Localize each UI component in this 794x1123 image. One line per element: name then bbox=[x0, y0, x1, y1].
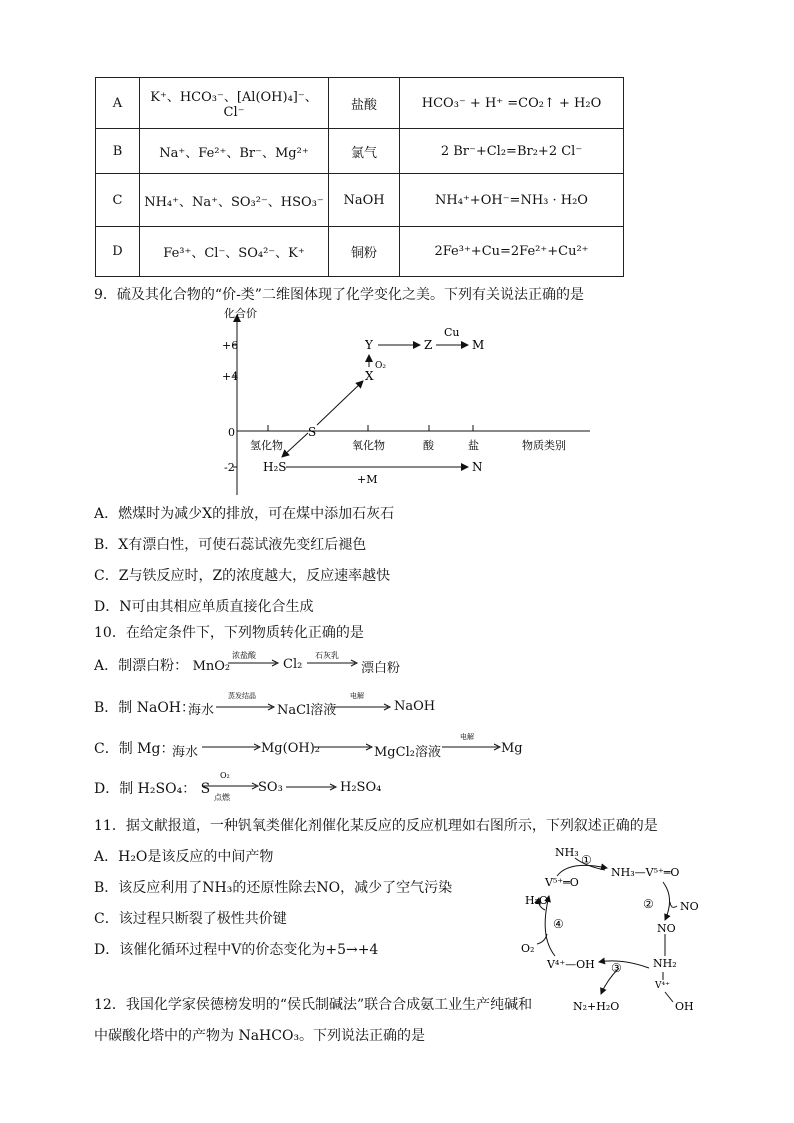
reaction-arrow bbox=[312, 738, 374, 754]
label-o2: O₂ bbox=[375, 361, 386, 371]
option-prefix: D．制 H₂SO₄： bbox=[94, 781, 197, 797]
condition: 电解 bbox=[350, 692, 364, 700]
y-axis-label: 化合价 bbox=[224, 307, 257, 320]
node-x: X bbox=[365, 369, 374, 383]
reagent: 氯气 bbox=[329, 129, 400, 174]
table-row bbox=[96, 129, 624, 174]
step-2: ② bbox=[643, 897, 654, 911]
species: Mg(OH)₂ bbox=[261, 741, 320, 756]
y-tick: +6 bbox=[222, 339, 239, 352]
row-label: A bbox=[96, 78, 140, 129]
question-10-stem: 10．在给定条件下，下列物质转化正确的是 bbox=[94, 625, 364, 641]
question-12-line-1: 12．我国化学家侯德榜发明的“侯氏制碱法”联合合成氨工业生产纯碱和 bbox=[94, 997, 533, 1013]
species: MgCl₂溶液 bbox=[374, 745, 441, 760]
label-n2-h2o: N₂+H₂O bbox=[573, 1000, 620, 1013]
label-v5o: V⁵⁺═O bbox=[545, 876, 579, 889]
question-12-line-2: 中碳酸化塔中的产物为 NaHCO₃。下列说法正确的是 bbox=[94, 1028, 426, 1044]
label-h2o: H₂O bbox=[525, 894, 549, 907]
ionic-equation: 2Fe³⁺+Cu=2Fe²⁺+Cu²⁺ bbox=[400, 227, 624, 277]
y-tick: +4 bbox=[222, 370, 239, 383]
table-row bbox=[96, 174, 624, 227]
reagent: 盐酸 bbox=[329, 78, 400, 129]
node-m: M bbox=[472, 338, 485, 352]
species: H₂SO₄ bbox=[340, 780, 382, 795]
reagent: 铜粉 bbox=[329, 227, 400, 277]
species: MnO₂ bbox=[192, 659, 231, 674]
label-v4oh: V⁴⁺—OH bbox=[547, 958, 595, 971]
node-n: N bbox=[472, 460, 483, 474]
option-prefix: C．制 Mg： bbox=[94, 741, 175, 757]
question-9-stem: 9．硫及其化合物的“价-类”二维图体现了化学变化之美。下列有关说法正确的是 bbox=[94, 287, 584, 303]
row-label: D bbox=[96, 227, 140, 277]
row-label: B bbox=[96, 129, 140, 174]
q9-option-c: C．Z与铁反应时，Z的浓度越大，反应速率越快 bbox=[94, 568, 391, 584]
ion-group: NH₄⁺、Na⁺、SO₃²⁻、HSO₃⁻ bbox=[140, 174, 329, 227]
q11-option-d: D．该催化循环过程中V的价态变化为+5→+4 bbox=[94, 942, 379, 958]
label-cu: Cu bbox=[444, 326, 460, 339]
label-nh3: NH₃ bbox=[555, 846, 579, 859]
condition: O₂ bbox=[220, 771, 230, 780]
q11-option-c: C．该过程只断裂了极性共价键 bbox=[94, 911, 287, 927]
reaction-arrow bbox=[200, 768, 260, 802]
species: 漂白粉 bbox=[361, 661, 401, 676]
species: S bbox=[200, 781, 211, 797]
x-tick: 物质类别 bbox=[522, 439, 566, 452]
x-tick: 氧化物 bbox=[352, 439, 385, 452]
reaction-arrow bbox=[226, 650, 280, 674]
label-oh: OH bbox=[675, 1000, 694, 1013]
option-prefix: A．制漂白粉： bbox=[94, 658, 189, 674]
node-h2s: H₂S bbox=[263, 460, 287, 474]
table-row bbox=[96, 227, 624, 277]
q10-option-c bbox=[94, 738, 174, 758]
species: SO₃ bbox=[258, 780, 283, 795]
q10-option-d bbox=[94, 778, 210, 798]
y-tick: -2 bbox=[224, 461, 235, 474]
q9-option-d: D．N可由其相应单质直接化合生成 bbox=[94, 599, 314, 615]
q9-option-b: B．X有漂白性，可使石蕊试液先变红后褪色 bbox=[94, 537, 367, 553]
step-4: ④ bbox=[553, 917, 564, 931]
step-3: ③ bbox=[611, 961, 622, 975]
node-s: S bbox=[308, 425, 317, 439]
label-no: NO bbox=[680, 900, 699, 913]
condition: 蒸发结晶 bbox=[228, 692, 256, 700]
ionic-equation: HCO₃⁻ + H⁺ =CO₂↑ + H₂O bbox=[400, 78, 624, 129]
label-v4: V⁴⁺ bbox=[655, 981, 670, 991]
x-tick: 氢化物 bbox=[250, 439, 283, 452]
x-tick: 盐 bbox=[468, 439, 479, 452]
q10-option-b bbox=[94, 697, 195, 717]
ionic-equation: NH₄⁺+OH⁻=NH₃ · H₂O bbox=[400, 174, 624, 227]
q11-option-a: A．H₂O是该反应的中间产物 bbox=[94, 849, 274, 865]
condition: 点燃 bbox=[214, 793, 230, 802]
reaction-arrow bbox=[200, 738, 262, 754]
step-1: ① bbox=[581, 853, 592, 867]
reaction-arrow bbox=[284, 778, 338, 794]
q9-option-a: A．燃煤时为减少X的排放，可在煤中添加石灰石 bbox=[94, 506, 395, 522]
node-z: Z bbox=[424, 338, 433, 352]
reaction-arrow bbox=[440, 731, 502, 755]
q10-option-a bbox=[94, 655, 230, 675]
reaction-arrow bbox=[214, 690, 276, 714]
label-o2: O₂ bbox=[521, 942, 535, 955]
reaction-arrow bbox=[330, 690, 392, 714]
ionic-equation: 2 Br⁻+Cl₂=Br₂+2 Cl⁻ bbox=[400, 129, 624, 174]
option-prefix: B．制 NaOH： bbox=[94, 700, 196, 716]
question-11-stem: 11．据文献报道，一种钒氧类催化剂催化某反应的反应机理如右图所示，下列叙述正确的是 bbox=[94, 818, 658, 834]
label-nh3-v5o: NH₃—V⁵⁺═O bbox=[611, 866, 680, 879]
node-y: Y bbox=[365, 338, 373, 352]
label-plus-m: +M bbox=[357, 473, 378, 486]
ion-group: K⁺、HCO₃⁻、[Al(OH)₄]⁻、Cl⁻ bbox=[140, 78, 329, 129]
y-tick: 0 bbox=[228, 426, 235, 439]
species: NaOH bbox=[394, 699, 436, 714]
species: NaCl溶液 bbox=[277, 703, 337, 718]
species: 海水 bbox=[172, 745, 199, 760]
ion-reaction-table bbox=[95, 77, 624, 277]
valence-category-diagram bbox=[200, 305, 600, 500]
x-tick: 酸 bbox=[423, 439, 434, 452]
catalytic-cycle-diagram bbox=[515, 840, 715, 1020]
species: Cl₂ bbox=[283, 657, 303, 672]
row-label: C bbox=[96, 174, 140, 227]
reaction-arrow bbox=[305, 650, 359, 674]
condition: 电解 bbox=[460, 733, 474, 741]
table-row bbox=[96, 78, 624, 129]
species: 海水 bbox=[188, 703, 215, 718]
q11-option-b: B．该反应利用了NH₃的还原性除去NO，减少了空气污染 bbox=[94, 880, 453, 896]
reagent: NaOH bbox=[329, 174, 400, 227]
label-nh2: NH₂ bbox=[653, 957, 677, 970]
condition: 石灰乳 bbox=[315, 651, 339, 660]
condition: 浓盐酸 bbox=[232, 651, 256, 660]
label-no-mid: NO bbox=[657, 922, 676, 935]
species: Mg bbox=[501, 741, 523, 756]
ion-group: Fe³⁺、Cl⁻、SO₄²⁻、K⁺ bbox=[140, 227, 329, 277]
ion-group: Na⁺、Fe²⁺、Br⁻、Mg²⁺ bbox=[140, 129, 329, 174]
